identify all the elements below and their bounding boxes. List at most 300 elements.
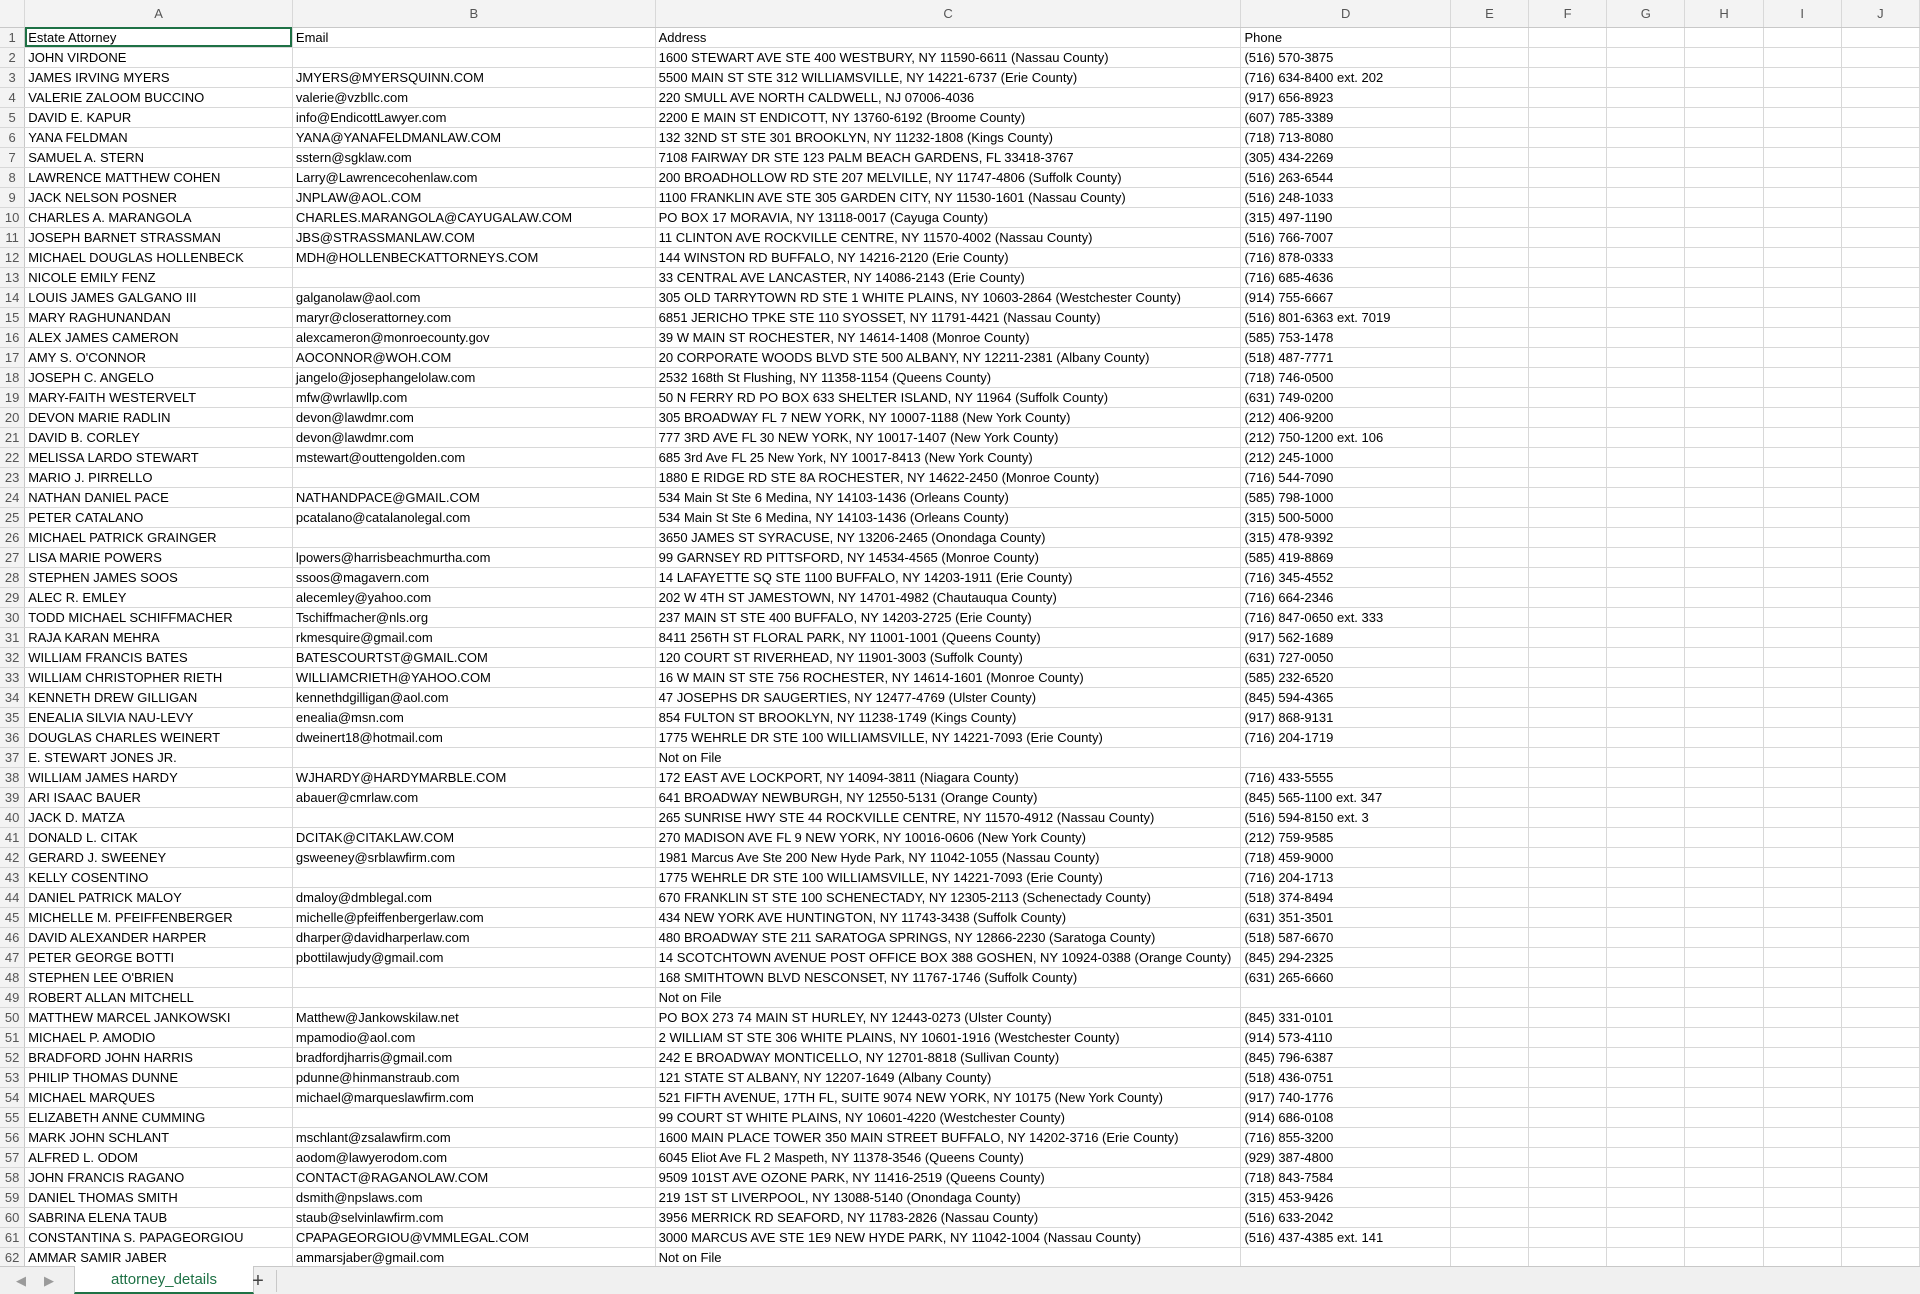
cell-f13[interactable] xyxy=(1529,267,1607,287)
cell-g61[interactable] xyxy=(1607,1227,1685,1247)
cell-b60[interactable]: staub@selvinlawfirm.com xyxy=(292,1207,655,1227)
cell-a14[interactable]: LOUIS JAMES GALGANO III xyxy=(25,287,293,307)
cell-j57[interactable] xyxy=(1841,1147,1919,1167)
cell-e28[interactable] xyxy=(1450,567,1528,587)
row-number[interactable]: 44 xyxy=(0,887,25,907)
cell-c55[interactable]: 99 COURT ST WHITE PLAINS, NY 10601-4220 (Westchester County) xyxy=(655,1107,1241,1127)
cell-b37[interactable] xyxy=(292,747,655,767)
cell-j1[interactable] xyxy=(1841,27,1919,47)
cell-c25[interactable]: 534 Main St Ste 6 Medina, NY 14103-1436 (Orleans County) xyxy=(655,507,1241,527)
cell-i55[interactable] xyxy=(1763,1107,1841,1127)
cell-f16[interactable] xyxy=(1529,327,1607,347)
cell-b8[interactable]: Larry@Lawrencecohenlaw.com xyxy=(292,167,655,187)
cell-a55[interactable]: ELIZABETH ANNE CUMMING xyxy=(25,1107,293,1127)
cell-c14[interactable]: 305 OLD TARRYTOWN RD STE 1 WHITE PLAINS, NY 10603-2864 (Westchester County) xyxy=(655,287,1241,307)
cell-b39[interactable]: abauer@cmrlaw.com xyxy=(292,787,655,807)
cell-g42[interactable] xyxy=(1607,847,1685,867)
cell-d48[interactable]: (631) 265-6660 xyxy=(1241,967,1450,987)
cell-i33[interactable] xyxy=(1763,667,1841,687)
cell-h7[interactable] xyxy=(1685,147,1763,167)
cell-g44[interactable] xyxy=(1607,887,1685,907)
cell-i5[interactable] xyxy=(1763,107,1841,127)
cell-c12[interactable]: 144 WINSTON RD BUFFALO, NY 14216-2120 (Erie County) xyxy=(655,247,1241,267)
cell-h53[interactable] xyxy=(1685,1067,1763,1087)
column-header-h[interactable]: H xyxy=(1685,0,1763,27)
cell-h19[interactable] xyxy=(1685,387,1763,407)
cell-e24[interactable] xyxy=(1450,487,1528,507)
cell-g12[interactable] xyxy=(1607,247,1685,267)
cell-j45[interactable] xyxy=(1841,907,1919,927)
cell-e29[interactable] xyxy=(1450,587,1528,607)
cell-c13[interactable]: 33 CENTRAL AVE LANCASTER, NY 14086-2143 (Erie County) xyxy=(655,267,1241,287)
cell-d2[interactable]: (516) 570-3875 xyxy=(1241,47,1450,67)
cell-e25[interactable] xyxy=(1450,507,1528,527)
cell-g48[interactable] xyxy=(1607,967,1685,987)
cell-d31[interactable]: (917) 562-1689 xyxy=(1241,627,1450,647)
cell-j8[interactable] xyxy=(1841,167,1919,187)
cell-b62[interactable]: ammarsjaber@gmail.com xyxy=(292,1247,655,1266)
cell-a37[interactable]: E. STEWART JONES JR. xyxy=(25,747,293,767)
cell-i20[interactable] xyxy=(1763,407,1841,427)
cell-h13[interactable] xyxy=(1685,267,1763,287)
cell-h34[interactable] xyxy=(1685,687,1763,707)
cell-c3[interactable]: 5500 MAIN ST STE 312 WILLIAMSVILLE, NY 14221-6737 (Erie County) xyxy=(655,67,1241,87)
cell-j29[interactable] xyxy=(1841,587,1919,607)
cell-d13[interactable]: (716) 685-4636 xyxy=(1241,267,1450,287)
cell-f53[interactable] xyxy=(1529,1067,1607,1087)
cell-a46[interactable]: DAVID ALEXANDER HARPER xyxy=(25,927,293,947)
cell-a58[interactable]: JOHN FRANCIS RAGANO xyxy=(25,1167,293,1187)
cell-h46[interactable] xyxy=(1685,927,1763,947)
row-number[interactable]: 38 xyxy=(0,767,25,787)
cell-c21[interactable]: 777 3RD AVE FL 30 NEW YORK, NY 10017-1407 (New York County) xyxy=(655,427,1241,447)
cell-a29[interactable]: ALEC R. EMLEY xyxy=(25,587,293,607)
cell-c45[interactable]: 434 NEW YORK AVE HUNTINGTON, NY 11743-3438 (Suffolk County) xyxy=(655,907,1241,927)
add-sheet-plus-icon[interactable]: + xyxy=(252,1270,264,1292)
row-number[interactable]: 40 xyxy=(0,807,25,827)
cell-j22[interactable] xyxy=(1841,447,1919,467)
cell-g62[interactable] xyxy=(1607,1247,1685,1266)
cell-a62[interactable]: AMMAR SAMIR JABER xyxy=(25,1247,293,1266)
select-all-corner[interactable] xyxy=(0,0,25,27)
cell-d30[interactable]: (716) 847-0650 ext. 333 xyxy=(1241,607,1450,627)
cell-f26[interactable] xyxy=(1529,527,1607,547)
cell-e40[interactable] xyxy=(1450,807,1528,827)
cell-j61[interactable] xyxy=(1841,1227,1919,1247)
cell-f49[interactable] xyxy=(1529,987,1607,1007)
row-number[interactable]: 18 xyxy=(0,367,25,387)
cell-b52[interactable]: bradfordjharris@gmail.com xyxy=(292,1047,655,1067)
cell-f58[interactable] xyxy=(1529,1167,1607,1187)
cell-a43[interactable]: KELLY COSENTINO xyxy=(25,867,293,887)
cell-e8[interactable] xyxy=(1450,167,1528,187)
cell-h59[interactable] xyxy=(1685,1187,1763,1207)
cell-f46[interactable] xyxy=(1529,927,1607,947)
cell-c39[interactable]: 641 BROADWAY NEWBURGH, NY 12550-5131 (Orange County) xyxy=(655,787,1241,807)
cell-g15[interactable] xyxy=(1607,307,1685,327)
cell-a9[interactable]: JACK NELSON POSNER xyxy=(25,187,293,207)
cell-e51[interactable] xyxy=(1450,1027,1528,1047)
cell-d7[interactable]: (305) 434-2269 xyxy=(1241,147,1450,167)
cell-i9[interactable] xyxy=(1763,187,1841,207)
cell-e26[interactable] xyxy=(1450,527,1528,547)
row-number[interactable]: 2 xyxy=(0,47,25,67)
cell-h6[interactable] xyxy=(1685,127,1763,147)
cell-i49[interactable] xyxy=(1763,987,1841,1007)
cell-f41[interactable] xyxy=(1529,827,1607,847)
cell-c58[interactable]: 9509 101ST AVE OZONE PARK, NY 11416-2519 (Queens County) xyxy=(655,1167,1241,1187)
cell-d51[interactable]: (914) 573-4110 xyxy=(1241,1027,1450,1047)
row-number[interactable]: 43 xyxy=(0,867,25,887)
cell-g41[interactable] xyxy=(1607,827,1685,847)
cell-e50[interactable] xyxy=(1450,1007,1528,1027)
cell-f34[interactable] xyxy=(1529,687,1607,707)
cell-j33[interactable] xyxy=(1841,667,1919,687)
cell-j4[interactable] xyxy=(1841,87,1919,107)
cell-h32[interactable] xyxy=(1685,647,1763,667)
cell-e7[interactable] xyxy=(1450,147,1528,167)
cell-d47[interactable]: (845) 294-2325 xyxy=(1241,947,1450,967)
cell-f52[interactable] xyxy=(1529,1047,1607,1067)
cell-f18[interactable] xyxy=(1529,367,1607,387)
cell-b10[interactable]: CHARLES.MARANGOLA@CAYUGALAW.COM xyxy=(292,207,655,227)
cell-d15[interactable]: (516) 801-6363 ext. 7019 xyxy=(1241,307,1450,327)
row-number[interactable]: 56 xyxy=(0,1127,25,1147)
cell-e22[interactable] xyxy=(1450,447,1528,467)
cell-c4[interactable]: 220 SMULL AVE NORTH CALDWELL, NJ 07006-4036 xyxy=(655,87,1241,107)
cell-g21[interactable] xyxy=(1607,427,1685,447)
cell-g23[interactable] xyxy=(1607,467,1685,487)
cell-e53[interactable] xyxy=(1450,1067,1528,1087)
cell-j62[interactable] xyxy=(1841,1247,1919,1266)
cell-h17[interactable] xyxy=(1685,347,1763,367)
row-number[interactable]: 1 xyxy=(0,27,25,47)
cell-b12[interactable]: MDH@HOLLENBECKATTORNEYS.COM xyxy=(292,247,655,267)
cell-i41[interactable] xyxy=(1763,827,1841,847)
cell-a11[interactable]: JOSEPH BARNET STRASSMAN xyxy=(25,227,293,247)
cell-d3[interactable]: (716) 634-8400 ext. 202 xyxy=(1241,67,1450,87)
cell-j50[interactable] xyxy=(1841,1007,1919,1027)
cell-g7[interactable] xyxy=(1607,147,1685,167)
cell-c20[interactable]: 305 BROADWAY FL 7 NEW YORK, NY 10007-1188 (New York County) xyxy=(655,407,1241,427)
row-number[interactable]: 33 xyxy=(0,667,25,687)
cell-e32[interactable] xyxy=(1450,647,1528,667)
cell-f61[interactable] xyxy=(1529,1227,1607,1247)
cell-h33[interactable] xyxy=(1685,667,1763,687)
cell-d53[interactable]: (518) 436-0751 xyxy=(1241,1067,1450,1087)
cell-g36[interactable] xyxy=(1607,727,1685,747)
column-header-i[interactable]: I xyxy=(1763,0,1841,27)
cell-b16[interactable]: alexcameron@monroecounty.gov xyxy=(292,327,655,347)
cell-b46[interactable]: dharper@davidharperlaw.com xyxy=(292,927,655,947)
cell-c59[interactable]: 219 1ST ST LIVERPOOL, NY 13088-5140 (Onondaga County) xyxy=(655,1187,1241,1207)
cell-i1[interactable] xyxy=(1763,27,1841,47)
cell-j17[interactable] xyxy=(1841,347,1919,367)
cell-d28[interactable]: (716) 345-4552 xyxy=(1241,567,1450,587)
row-number[interactable]: 24 xyxy=(0,487,25,507)
cell-i35[interactable] xyxy=(1763,707,1841,727)
cell-e31[interactable] xyxy=(1450,627,1528,647)
cell-b15[interactable]: maryr@closerattorney.com xyxy=(292,307,655,327)
cell-g20[interactable] xyxy=(1607,407,1685,427)
cell-g40[interactable] xyxy=(1607,807,1685,827)
cell-a32[interactable]: WILLIAM FRANCIS BATES xyxy=(25,647,293,667)
cell-f1[interactable] xyxy=(1529,27,1607,47)
cell-c22[interactable]: 685 3rd Ave FL 25 New York, NY 10017-8413 (New York County) xyxy=(655,447,1241,467)
cell-b36[interactable]: dweinert18@hotmail.com xyxy=(292,727,655,747)
cell-c26[interactable]: 3650 JAMES ST SYRACUSE, NY 13206-2465 (Onondaga County) xyxy=(655,527,1241,547)
cell-f36[interactable] xyxy=(1529,727,1607,747)
cell-a17[interactable]: AMY S. O'CONNOR xyxy=(25,347,293,367)
cell-g18[interactable] xyxy=(1607,367,1685,387)
cell-i32[interactable] xyxy=(1763,647,1841,667)
cell-h42[interactable] xyxy=(1685,847,1763,867)
cell-e12[interactable] xyxy=(1450,247,1528,267)
cell-e55[interactable] xyxy=(1450,1107,1528,1127)
cell-g31[interactable] xyxy=(1607,627,1685,647)
row-number[interactable]: 3 xyxy=(0,67,25,87)
cell-c27[interactable]: 99 GARNSEY RD PITTSFORD, NY 14534-4565 (Monroe County) xyxy=(655,547,1241,567)
cell-j38[interactable] xyxy=(1841,767,1919,787)
cell-f12[interactable] xyxy=(1529,247,1607,267)
cell-f3[interactable] xyxy=(1529,67,1607,87)
cell-j12[interactable] xyxy=(1841,247,1919,267)
cell-c29[interactable]: 202 W 4TH ST JAMESTOWN, NY 14701-4982 (Chautauqua County) xyxy=(655,587,1241,607)
cell-e10[interactable] xyxy=(1450,207,1528,227)
cell-j51[interactable] xyxy=(1841,1027,1919,1047)
cell-e57[interactable] xyxy=(1450,1147,1528,1167)
cell-d59[interactable]: (315) 453-9426 xyxy=(1241,1187,1450,1207)
cell-d36[interactable]: (716) 204-1719 xyxy=(1241,727,1450,747)
cell-a44[interactable]: DANIEL PATRICK MALOY xyxy=(25,887,293,907)
cell-g16[interactable] xyxy=(1607,327,1685,347)
cell-a27[interactable]: LISA MARIE POWERS xyxy=(25,547,293,567)
cell-d58[interactable]: (718) 843-7584 xyxy=(1241,1167,1450,1187)
cell-c5[interactable]: 2200 E MAIN ST ENDICOTT, NY 13760-6192 (Broome County) xyxy=(655,107,1241,127)
cell-f22[interactable] xyxy=(1529,447,1607,467)
cell-d35[interactable]: (917) 868-9131 xyxy=(1241,707,1450,727)
cell-h12[interactable] xyxy=(1685,247,1763,267)
cell-g56[interactable] xyxy=(1607,1127,1685,1147)
cell-g27[interactable] xyxy=(1607,547,1685,567)
row-number[interactable]: 7 xyxy=(0,147,25,167)
cell-h54[interactable] xyxy=(1685,1087,1763,1107)
column-header-e[interactable]: E xyxy=(1450,0,1528,27)
row-number[interactable]: 59 xyxy=(0,1187,25,1207)
cell-b43[interactable] xyxy=(292,867,655,887)
cell-e15[interactable] xyxy=(1450,307,1528,327)
cell-d24[interactable]: (585) 798-1000 xyxy=(1241,487,1450,507)
cell-d57[interactable]: (929) 387-4800 xyxy=(1241,1147,1450,1167)
cell-j23[interactable] xyxy=(1841,467,1919,487)
cell-d38[interactable]: (716) 433-5555 xyxy=(1241,767,1450,787)
cell-e44[interactable] xyxy=(1450,887,1528,907)
cell-g5[interactable] xyxy=(1607,107,1685,127)
cell-d26[interactable]: (315) 478-9392 xyxy=(1241,527,1450,547)
cell-i59[interactable] xyxy=(1763,1187,1841,1207)
cell-f19[interactable] xyxy=(1529,387,1607,407)
cell-i39[interactable] xyxy=(1763,787,1841,807)
cell-a56[interactable]: MARK JOHN SCHLANT xyxy=(25,1127,293,1147)
cell-f50[interactable] xyxy=(1529,1007,1607,1027)
row-number[interactable]: 31 xyxy=(0,627,25,647)
cell-g3[interactable] xyxy=(1607,67,1685,87)
cell-b57[interactable]: aodom@lawyerodom.com xyxy=(292,1147,655,1167)
cell-h3[interactable] xyxy=(1685,67,1763,87)
cell-d43[interactable]: (716) 204-1713 xyxy=(1241,867,1450,887)
cell-b59[interactable]: dsmith@npslaws.com xyxy=(292,1187,655,1207)
cell-e46[interactable] xyxy=(1450,927,1528,947)
cell-d37[interactable] xyxy=(1241,747,1450,767)
cell-b34[interactable]: kennethdgilligan@aol.com xyxy=(292,687,655,707)
cell-f27[interactable] xyxy=(1529,547,1607,567)
cell-i10[interactable] xyxy=(1763,207,1841,227)
row-number[interactable]: 5 xyxy=(0,107,25,127)
row-number[interactable]: 11 xyxy=(0,227,25,247)
cell-f37[interactable] xyxy=(1529,747,1607,767)
cell-f20[interactable] xyxy=(1529,407,1607,427)
cell-d52[interactable]: (845) 796-6387 xyxy=(1241,1047,1450,1067)
cell-i31[interactable] xyxy=(1763,627,1841,647)
cell-c46[interactable]: 480 BROADWAY STE 211 SARATOGA SPRINGS, NY 12866-2230 (Saratoga County) xyxy=(655,927,1241,947)
cell-e23[interactable] xyxy=(1450,467,1528,487)
cell-b55[interactable] xyxy=(292,1107,655,1127)
cell-a21[interactable]: DAVID B. CORLEY xyxy=(25,427,293,447)
cell-j3[interactable] xyxy=(1841,67,1919,87)
cell-h49[interactable] xyxy=(1685,987,1763,1007)
cell-h41[interactable] xyxy=(1685,827,1763,847)
cell-g38[interactable] xyxy=(1607,767,1685,787)
cell-b23[interactable] xyxy=(292,467,655,487)
cell-c19[interactable]: 50 N FERRY RD PO BOX 633 SHELTER ISLAND, NY 11964 (Suffolk County) xyxy=(655,387,1241,407)
cell-f14[interactable] xyxy=(1529,287,1607,307)
cell-i38[interactable] xyxy=(1763,767,1841,787)
cell-d5[interactable]: (607) 785-3389 xyxy=(1241,107,1450,127)
row-number[interactable]: 32 xyxy=(0,647,25,667)
cell-c47[interactable]: 14 SCOTCHTOWN AVENUE POST OFFICE BOX 388 GOSHEN, NY 10924-0388 (Orange County) xyxy=(655,947,1241,967)
cell-b61[interactable]: CPAPAGEORGIOU@VMMLEGAL.COM xyxy=(292,1227,655,1247)
cell-i45[interactable] xyxy=(1763,907,1841,927)
cell-b45[interactable]: michelle@pfeiffenbergerlaw.com xyxy=(292,907,655,927)
cell-a40[interactable]: JACK D. MATZA xyxy=(25,807,293,827)
cell-c6[interactable]: 132 32ND ST STE 301 BROOKLYN, NY 11232-1808 (Kings County) xyxy=(655,127,1241,147)
cell-g37[interactable] xyxy=(1607,747,1685,767)
cell-h35[interactable] xyxy=(1685,707,1763,727)
cell-j26[interactable] xyxy=(1841,527,1919,547)
row-number[interactable]: 22 xyxy=(0,447,25,467)
cell-b20[interactable]: devon@lawdmr.com xyxy=(292,407,655,427)
cell-b32[interactable]: BATESCOURTST@GMAIL.COM xyxy=(292,647,655,667)
cell-a45[interactable]: MICHELLE M. PFEIFFENBERGER xyxy=(25,907,293,927)
cell-a54[interactable]: MICHAEL MARQUES xyxy=(25,1087,293,1107)
row-number[interactable]: 16 xyxy=(0,327,25,347)
row-number[interactable]: 45 xyxy=(0,907,25,927)
cell-g46[interactable] xyxy=(1607,927,1685,947)
cell-f54[interactable] xyxy=(1529,1087,1607,1107)
cell-j35[interactable] xyxy=(1841,707,1919,727)
cell-c48[interactable]: 168 SMITHTOWN BLVD NESCONSET, NY 11767-1746 (Suffolk County) xyxy=(655,967,1241,987)
cell-e47[interactable] xyxy=(1450,947,1528,967)
cell-d6[interactable]: (718) 713-8080 xyxy=(1241,127,1450,147)
cell-g30[interactable] xyxy=(1607,607,1685,627)
cell-a49[interactable]: ROBERT ALLAN MITCHELL xyxy=(25,987,293,1007)
cell-a39[interactable]: ARI ISAAC BAUER xyxy=(25,787,293,807)
cell-b54[interactable]: michael@marqueslawfirm.com xyxy=(292,1087,655,1107)
cell-j59[interactable] xyxy=(1841,1187,1919,1207)
cell-a42[interactable]: GERARD J. SWEENEY xyxy=(25,847,293,867)
row-number[interactable]: 15 xyxy=(0,307,25,327)
cell-f5[interactable] xyxy=(1529,107,1607,127)
cell-d4[interactable]: (917) 656-8923 xyxy=(1241,87,1450,107)
row-number[interactable]: 30 xyxy=(0,607,25,627)
cell-j27[interactable] xyxy=(1841,547,1919,567)
cell-a60[interactable]: SABRINA ELENA TAUB xyxy=(25,1207,293,1227)
row-number[interactable]: 55 xyxy=(0,1107,25,1127)
cell-f51[interactable] xyxy=(1529,1027,1607,1047)
cell-e41[interactable] xyxy=(1450,827,1528,847)
cell-j19[interactable] xyxy=(1841,387,1919,407)
cell-j28[interactable] xyxy=(1841,567,1919,587)
cell-h29[interactable] xyxy=(1685,587,1763,607)
cell-j5[interactable] xyxy=(1841,107,1919,127)
cell-i43[interactable] xyxy=(1763,867,1841,887)
cell-i24[interactable] xyxy=(1763,487,1841,507)
row-number[interactable]: 50 xyxy=(0,1007,25,1027)
cell-c41[interactable]: 270 MADISON AVE FL 9 NEW YORK, NY 10016-0606 (New York County) xyxy=(655,827,1241,847)
cell-f44[interactable] xyxy=(1529,887,1607,907)
cell-h24[interactable] xyxy=(1685,487,1763,507)
cell-j55[interactable] xyxy=(1841,1107,1919,1127)
cell-f7[interactable] xyxy=(1529,147,1607,167)
cell-a28[interactable]: STEPHEN JAMES SOOS xyxy=(25,567,293,587)
cell-a15[interactable]: MARY RAGHUNANDAN xyxy=(25,307,293,327)
cell-g51[interactable] xyxy=(1607,1027,1685,1047)
cell-j44[interactable] xyxy=(1841,887,1919,907)
cell-j43[interactable] xyxy=(1841,867,1919,887)
cell-f28[interactable] xyxy=(1529,567,1607,587)
cell-d49[interactable] xyxy=(1241,987,1450,1007)
cell-j13[interactable] xyxy=(1841,267,1919,287)
cell-j42[interactable] xyxy=(1841,847,1919,867)
row-number[interactable]: 21 xyxy=(0,427,25,447)
cell-b30[interactable]: Tschiffmacher@nls.org xyxy=(292,607,655,627)
cell-b38[interactable]: WJHARDY@HARDYMARBLE.COM xyxy=(292,767,655,787)
cell-d16[interactable]: (585) 753-1478 xyxy=(1241,327,1450,347)
cell-f59[interactable] xyxy=(1529,1187,1607,1207)
cell-c61[interactable]: 3000 MARCUS AVE STE 1E9 NEW HYDE PARK, NY 11042-1004 (Nassau County) xyxy=(655,1227,1241,1247)
cell-h27[interactable] xyxy=(1685,547,1763,567)
cell-c32[interactable]: 120 COURT ST RIVERHEAD, NY 11901-3003 (Suffolk County) xyxy=(655,647,1241,667)
cell-c31[interactable]: 8411 256TH ST FLORAL PARK, NY 11001-1001 (Queens County) xyxy=(655,627,1241,647)
cell-a57[interactable]: ALFRED L. ODOM xyxy=(25,1147,293,1167)
cell-a23[interactable]: MARIO J. PIRRELLO xyxy=(25,467,293,487)
cell-c44[interactable]: 670 FRANKLIN ST STE 100 SCHENECTADY, NY 12305-2113 (Schenectady County) xyxy=(655,887,1241,907)
cell-d44[interactable]: (518) 374-8494 xyxy=(1241,887,1450,907)
cell-e27[interactable] xyxy=(1450,547,1528,567)
cell-e1[interactable] xyxy=(1450,27,1528,47)
cell-i11[interactable] xyxy=(1763,227,1841,247)
cell-j56[interactable] xyxy=(1841,1127,1919,1147)
row-number[interactable]: 62 xyxy=(0,1247,25,1266)
cell-j40[interactable] xyxy=(1841,807,1919,827)
cell-j37[interactable] xyxy=(1841,747,1919,767)
cell-c24[interactable]: 534 Main St Ste 6 Medina, NY 14103-1436 (Orleans County) xyxy=(655,487,1241,507)
cell-e21[interactable] xyxy=(1450,427,1528,447)
cell-e11[interactable] xyxy=(1450,227,1528,247)
cell-h25[interactable] xyxy=(1685,507,1763,527)
cell-a19[interactable]: MARY-FAITH WESTERVELT xyxy=(25,387,293,407)
cell-e43[interactable] xyxy=(1450,867,1528,887)
